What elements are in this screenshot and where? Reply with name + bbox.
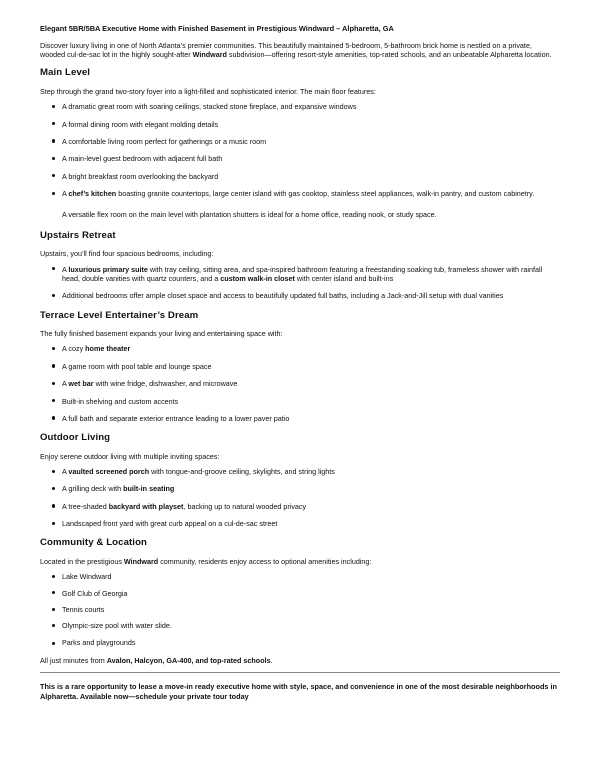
upstairs-lead: Upstairs, you’ll find four spacious bedrooms, including: [40,249,214,259]
bullet-icon [52,624,55,627]
flex-room-note: A versatile flex room on the main level with plantation shutters is ideal for a home office, reading nook, or study space. [62,210,437,220]
bullet-icon [52,157,55,160]
list-item: Built-in shelving and custom accents [40,397,559,406]
heading-community-location: Community & Location [40,537,147,549]
list-item: A luxurious primary suite with tray ceiling, sitting area, and spa-inspired bathroom featuring a freestanding soaking tub, frameless shower with rainfall head, double vanities with quartz counters, and a custom walk-in closet with center island and built-ins [40,265,559,284]
list-item: Tennis courts [40,605,559,614]
bullet-icon [52,294,55,297]
bullet-icon [52,416,55,419]
list-item: A dramatic great room with soaring ceilings, stacked stone fireplace, and expansive windows [40,102,559,111]
bullet-icon [52,575,55,578]
bullet-icon [52,174,55,177]
list-item: A wet bar with wine fridge, dishwasher, and microwave [40,379,559,388]
intro-text-a: Discover luxury living in one of North Atlanta’s premier communities. This beautifully maintained 5-bedroom, 5-bathroom brick home is nestled on a private, wooded cul-de-sac lot in the highly sought-after [40,40,532,59]
bullet-icon [52,382,55,385]
list-item: A full bath and separate exterior entrance leading to a lower paver patio [40,414,559,423]
heading-outdoor-living: Outdoor Living [40,432,111,444]
bullet-icon [52,522,55,525]
intro-text-bold: Windward [192,49,227,59]
intro-text-c: subdivision—offering resort-style amenities, top-rated schools, and an unbeatable Alpharetta location. [226,49,552,59]
bullet-icon [52,267,55,270]
list-item: Additional bedrooms offer ample closet space and access to beautifully updated full baths, including a Jack-and-Jill setup with dual vanities [40,291,559,300]
bullet-icon [52,122,55,125]
terrace-list [40,344,559,423]
bullet-icon [52,470,55,473]
list-item: A cozy home theater [40,344,559,353]
list-item: Lake Windward [40,572,559,581]
list-item: Parks and playgrounds [40,638,559,647]
list-item: Landscaped front yard with great curb appeal on a cul-de-sac street [40,519,559,528]
bullet-icon [52,504,55,507]
heading-upstairs-retreat: Upstairs Retreat [40,229,116,241]
list-item: A vaulted screened porch with tongue-and-groove ceiling, skylights, and string lights [40,467,559,476]
bullet-icon [52,364,55,367]
outdoor-list [40,467,559,528]
main-level-list [40,102,559,198]
closing-paragraph: This is a rare opportunity to lease a move-in ready executive home with style, space, and convenience in one of the most desirable neighborhoods in Alpharetta. Available now—schedule your private tour today [40,682,557,702]
list-item: A main-level guest bedroom with adjacent full bath [40,154,559,163]
heading-main-level: Main Level [40,67,91,79]
list-item: A game room with pool table and lounge space [40,362,559,371]
intro-paragraph [40,41,559,60]
bullet-icon [52,192,55,195]
upstairs-list [40,265,559,301]
bullet-icon [52,399,55,402]
community-lead: Located in the prestigious Windward community, residents enjoy access to optional amenities including: [40,556,372,566]
bullet-icon [52,347,55,350]
list-item: Golf Club of Georgia [40,589,559,598]
list-item: A comfortable living room perfect for gatherings or a music room [40,137,559,146]
list-item: A tree-shaded backyard with playset, backing up to natural wooded privacy [40,502,559,511]
bullet-icon [52,608,55,611]
community-list [40,572,559,647]
terrace-lead: The fully finished basement expands your living and entertaining space with: [40,329,283,339]
minutes-paragraph: All just minutes from Avalon, Halcyon, GA-400, and top-rated schools. [40,656,273,666]
divider [40,672,560,673]
bullet-icon [52,591,55,594]
list-item: A grilling deck with built-in seating [40,484,559,493]
bullet-icon [52,105,55,108]
outdoor-lead: Enjoy serene outdoor living with multiple inviting spaces: [40,451,220,461]
bullet-icon [52,139,55,142]
list-item: A bright breakfast room overlooking the backyard [40,172,559,181]
heading-terrace-level: Terrace Level Entertainer’s Dream [40,309,199,321]
list-item: A formal dining room with elegant molding details [40,120,559,129]
list-item: Olympic-size pool with water slide. [40,621,559,630]
main-level-lead: Step through the grand two-story foyer into a light-filled and sophisticated interior. The main floor features: [40,86,376,96]
bullet-icon [52,642,55,645]
list-item: A chef’s kitchen boasting granite countertops, large center island with gas cooktop, stainless steel appliances, walk-in pantry, and custom cabinetry. [40,189,559,198]
bullet-icon [52,487,55,490]
document-title: Elegant 5BR/5BA Executive Home with Finished Basement in Prestigious Windward – Alpharetta, GA [40,24,394,33]
